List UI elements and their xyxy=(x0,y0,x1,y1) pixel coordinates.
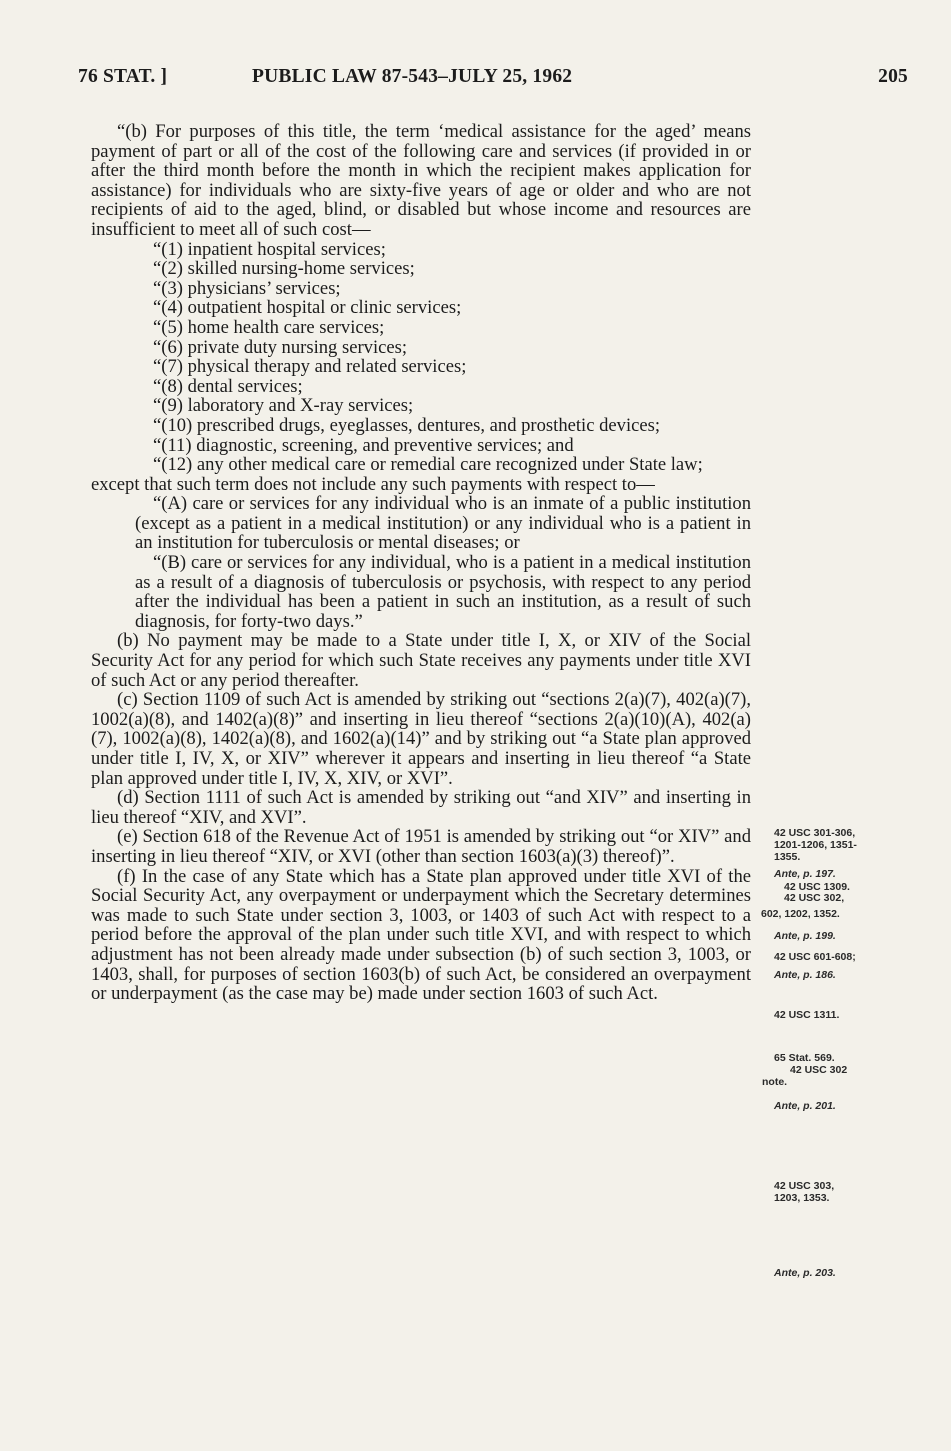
margin-citation: 42 USC 1309. xyxy=(784,881,850,893)
header-volume: 76 STAT. ] xyxy=(78,66,168,87)
subsection-b: (b) No payment may be made to a State under title I, X, or XIV of the Social Security Act for any period for which such State receives any payments under title XVI of such Act or any period thereafter. xyxy=(91,630,751,691)
margin-citation: Ante, p. 201. xyxy=(774,1100,836,1112)
margin-citation: 42 USC 601-608; xyxy=(774,951,856,963)
exception-clause: except that such term does not include any such payments with respect to— xyxy=(91,473,655,495)
statute-text xyxy=(91,122,751,1004)
exception-item-a: “(A) care or services for any individual who is an inmate of a public institution (except as a patient in a medical institution) or any individual who is a patient in an institution for tuberculosis or mental diseases; or xyxy=(135,493,751,554)
margin-citation: Ante, p. 197. xyxy=(774,868,836,880)
list-item: “(6) private duty nursing services; xyxy=(153,336,408,358)
list-item: “(4) outpatient hospital or clinic services; xyxy=(153,297,462,319)
subsection-f: (f) In the case of any State which has a State plan approved under title XVI of the Social Security Act, any overpayment or underpayment which the Secretary determines was made to such State under section 3, 1003, or 1403 of such Act with respect to a period before the approval of the plan under such title XVI, and with respect to which adjustment has not been already made under subsection (b) of such section 3, 1003, or 1403, shall, for purposes of section 1603(b) of such Act, be considered an overpayment or underpayment (as the case may be) made under section 1603 of such Act. xyxy=(91,865,751,1005)
list-item: “(8) dental services; xyxy=(153,375,303,397)
margin-citation: 42 USC 1311. xyxy=(774,1009,840,1021)
subsection-e: (e) Section 618 of the Revenue Act of 1951 is amended by striking out “or XIV” and inserting in lieu thereof “XIV, or XVI (other than section 1603(a)(3) thereof)”. xyxy=(91,826,751,867)
margin-citation: 65 Stat. 569. xyxy=(774,1052,835,1064)
margin-citation: 42 USC 302, xyxy=(784,892,845,904)
list-item: “(10) prescribed drugs, eyeglasses, dentures, and prosthetic devices; xyxy=(153,414,661,436)
margin-citation: 1201-1206, 1351- 1355. xyxy=(774,839,857,863)
margin-citation: note. xyxy=(762,1076,788,1088)
page-number: 205 xyxy=(878,66,908,87)
margin-citation: 42 USC 303, xyxy=(774,1180,835,1192)
list-item: “(2) skilled nursing-home services; xyxy=(153,258,415,280)
list-item: “(3) physicians’ services; xyxy=(153,277,341,299)
list-item: “(9) laboratory and X-ray services; xyxy=(153,395,414,417)
list-item: “(12) any other medical care or remedial care recognized under State law; xyxy=(153,454,703,476)
margin-citation: 42 USC 301-306, xyxy=(774,827,856,839)
list-item: “(5) home health care services; xyxy=(153,316,385,338)
definition-paragraph: “(b) For purposes of this title, the term ‘medical assistance for the aged’ means payment of part or all of the cost of the following care and services (if provided in or after the third month before the month in which the recipient makes application for assistance) for individuals who are sixty-five years of age or older and who are not recipients of aid to the aged, blind, or disabled but whose income and resources are insufficient to meet all of such cost— xyxy=(91,121,751,240)
margin-citation: Ante, p. 186. xyxy=(774,969,836,981)
list-item: “(7) physical therapy and related services; xyxy=(153,356,467,378)
margin-citation: Ante, p. 199. xyxy=(774,930,836,942)
margin-citation: 602, 1202, 1352. xyxy=(761,908,840,920)
list-item: “(11) diagnostic, screening, and preventive services; and xyxy=(153,434,574,456)
subsection-d: (d) Section 1111 of such Act is amended by striking out “and XIV” and inserting in lieu thereof “XIV, and XVI”. xyxy=(91,787,751,828)
exception-item-b: “(B) care or services for any individual, who is a patient in a medical institution as a result of a diagnosis of tuberculosis or psychosis, with respect to any period after the individual has been a patient in such an institution, as a result of such diagnosis, for forty-two days.” xyxy=(135,552,751,632)
page-header xyxy=(78,66,908,90)
header-title: PUBLIC LAW 87-543–JULY 25, 1962 xyxy=(252,66,573,87)
margin-citation: 42 USC 302 xyxy=(790,1064,848,1076)
margin-citation: Ante, p. 203. xyxy=(774,1267,836,1279)
margin-citation: 1203, 1353. xyxy=(774,1192,830,1204)
subsection-c: (c) Section 1109 of such Act is amended by striking out “sections 2(a)(7), 402(a)(7), 1002(a)(8), and 1402(a)(8)” and inserting in lieu thereof “sections 2(a)(10)(A), 402(a)(7), 1002(a)(8), 1402(a)(8), and 1602(a)(14)” and by striking out “a State plan approved under title I, IV, X, or XIV” wherever it appears and inserting in lieu thereof “a State plan approved under title I, IV, X, XIV, or XVI”. xyxy=(91,689,751,789)
list-item: “(1) inpatient hospital services; xyxy=(153,238,386,260)
